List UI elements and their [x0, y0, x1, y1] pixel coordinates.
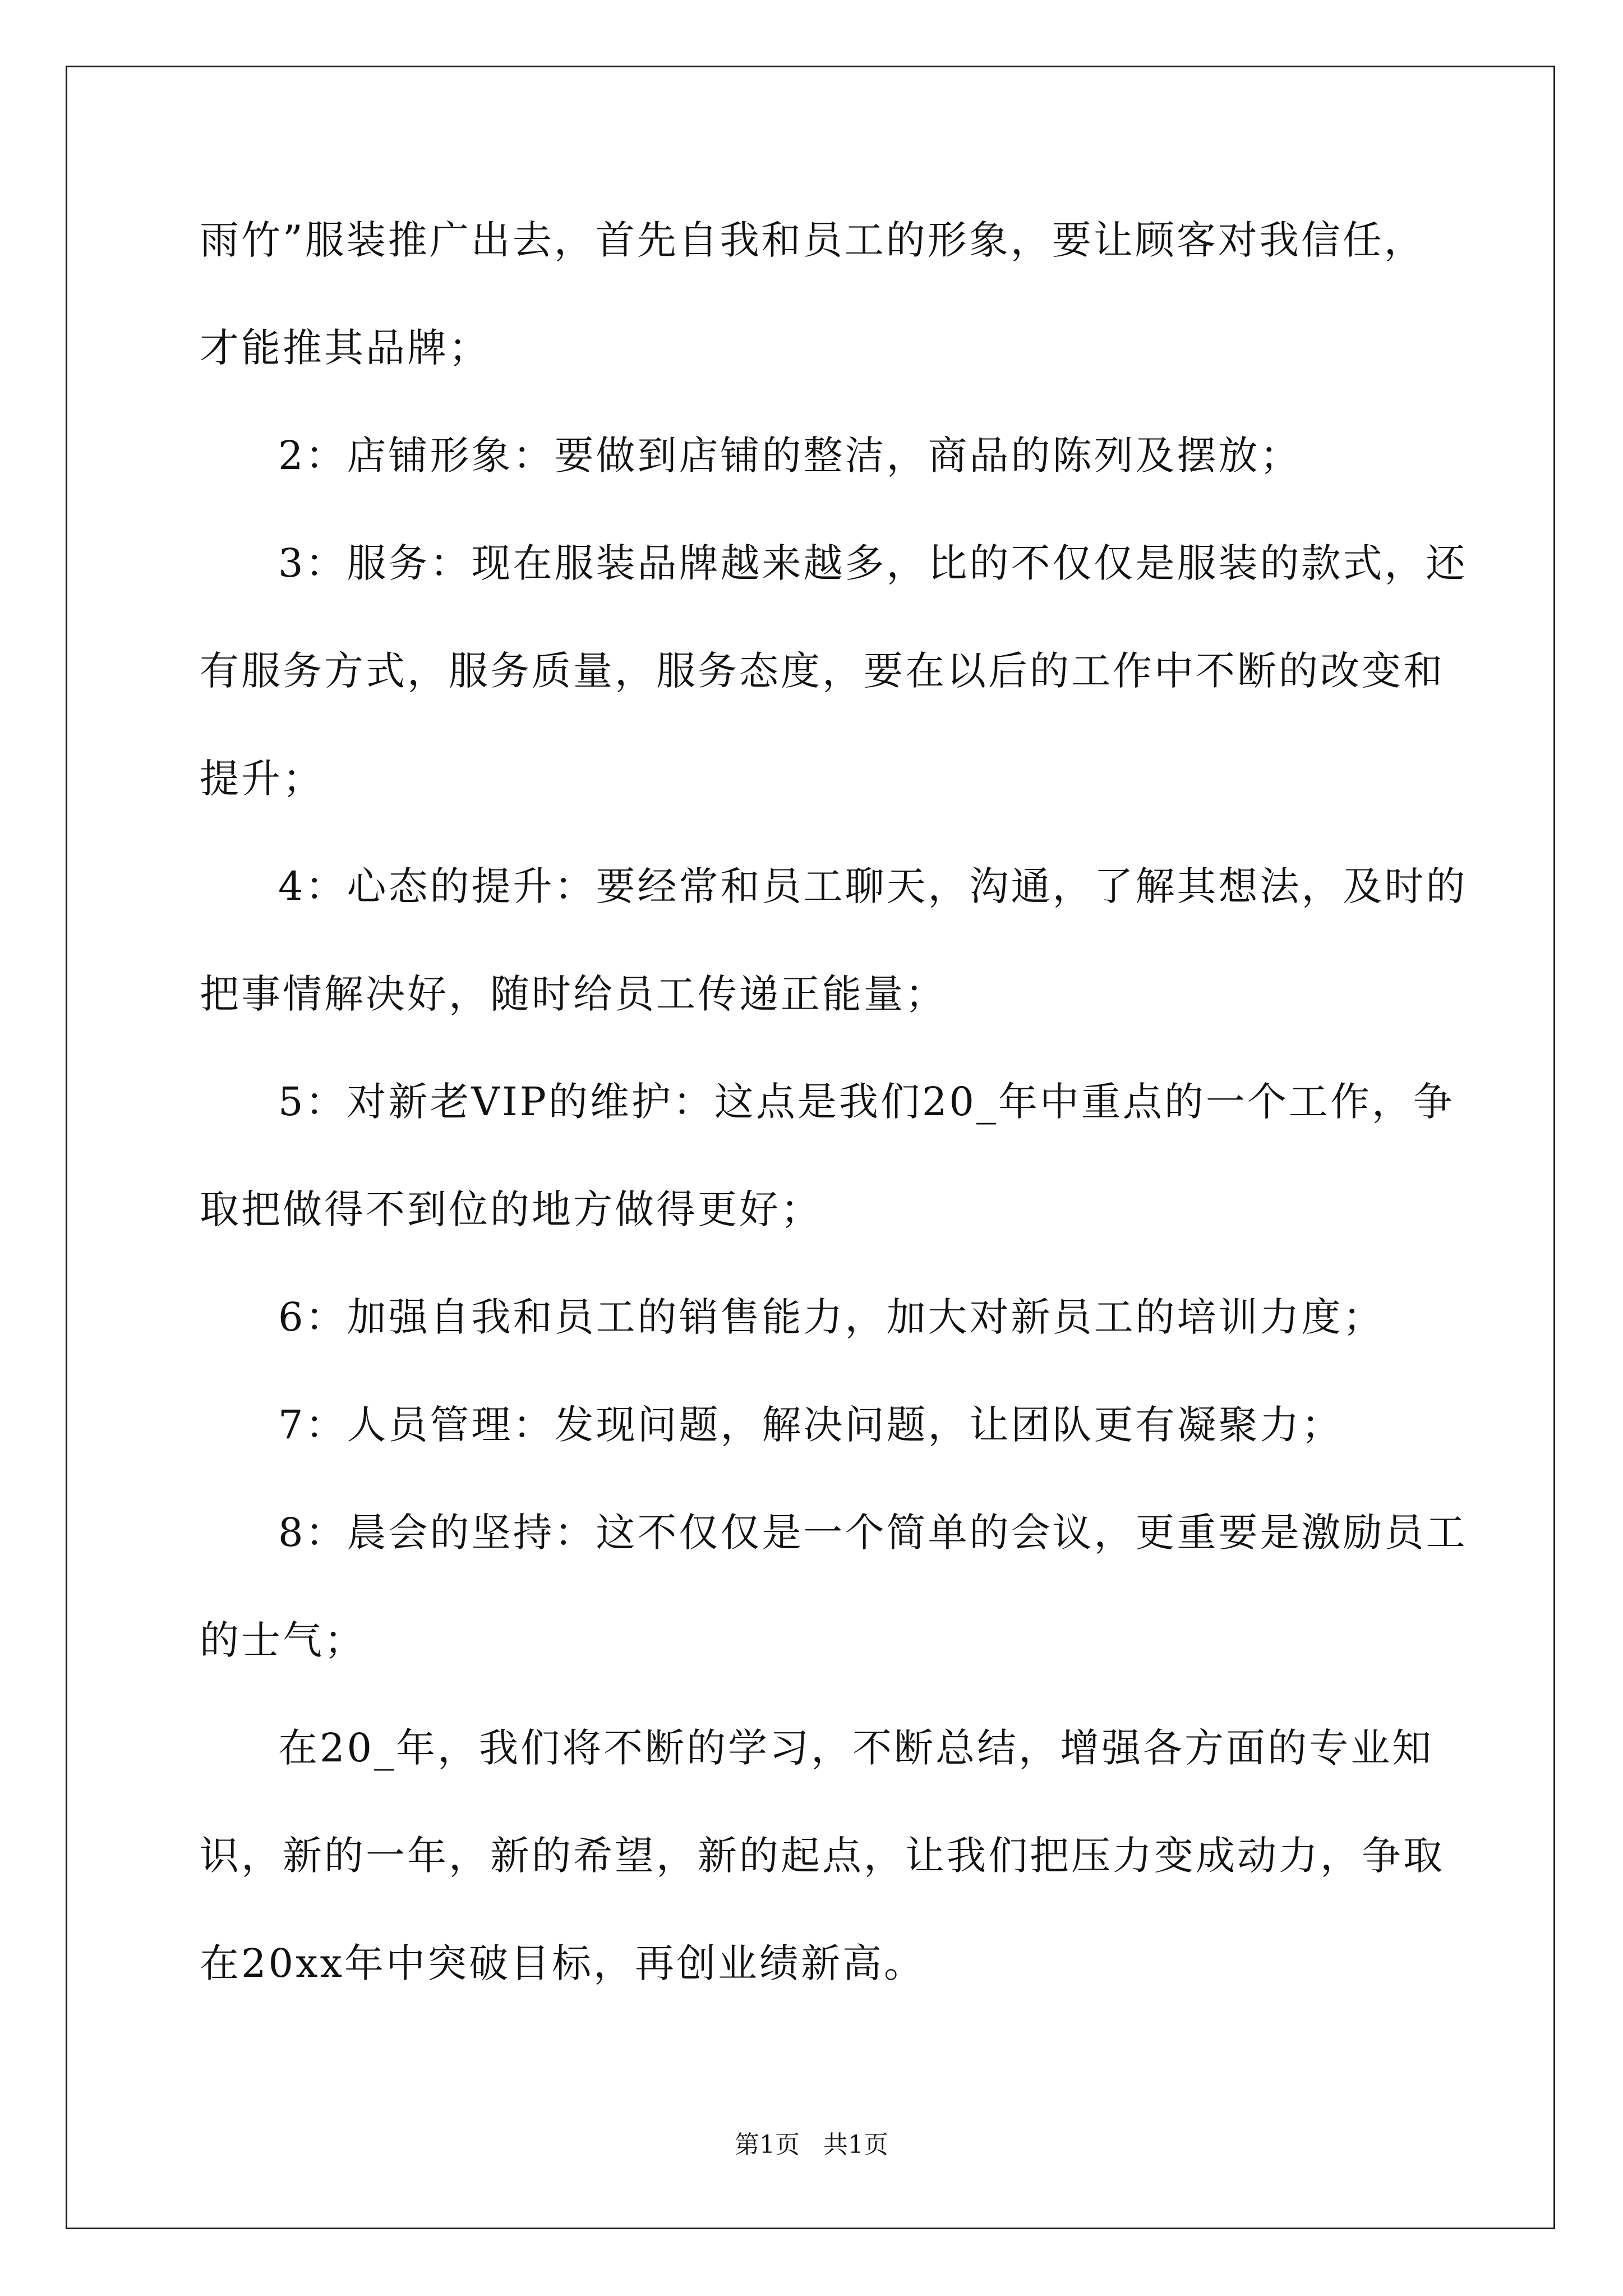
text-line: 取把做得不到位的地方做得更好； [200, 1186, 822, 1232]
text-line: 8：晨会的坚持：这不仅仅是一个简单的会议，更重要是激励员工 [278, 1510, 1468, 1556]
text-line: 2：店铺形象：要做到店铺的整洁，商品的陈列及摆放； [278, 432, 1302, 478]
text-line: 4：心态的提升：要经常和员工聊天，沟通，了解其想法，及时的 [278, 863, 1468, 909]
text-line: 在20_年，我们将不断的学习，不断总结，增强各方面的专业知 [278, 1725, 1434, 1771]
text-line: 5：对新老VIP的维护：这点是我们20_年中重点的一个工作，争 [278, 1079, 1455, 1125]
text-line: 雨竹”服装推广出去，首先自我和员工的形象，要让顾客对我信任， [200, 217, 1426, 263]
document-body [200, 213, 1468, 2044]
text-line: 在20xx年中突破目标，再创业绩新高。 [200, 1940, 926, 1986]
text-line: 3：服务：现在服装品牌越来越多，比的不仅仅是服装的款式，还 [278, 540, 1468, 586]
text-line: 才能推其品牌； [200, 325, 490, 371]
text-line: 的士气； [200, 1617, 366, 1663]
text-line: 6：加强自我和员工的销售能力，加大对新员工的培训力度； [278, 1294, 1385, 1340]
text-line: 识，新的一年，新的希望，新的起点，让我们把压力变成动力，争取 [200, 1833, 1445, 1879]
text-line: 7：人员管理：发现问题，解决问题，让团队更有凝聚力； [278, 1402, 1343, 1448]
text-line: 提升； [200, 756, 324, 802]
page-footer: 第1页 共1页 [735, 2131, 888, 2159]
text-line: 有服务方式，服务质量，服务态度，要在以后的工作中不断的改变和 [200, 648, 1445, 694]
text-line: 把事情解决好，随时给员工传递正能量； [200, 971, 947, 1017]
